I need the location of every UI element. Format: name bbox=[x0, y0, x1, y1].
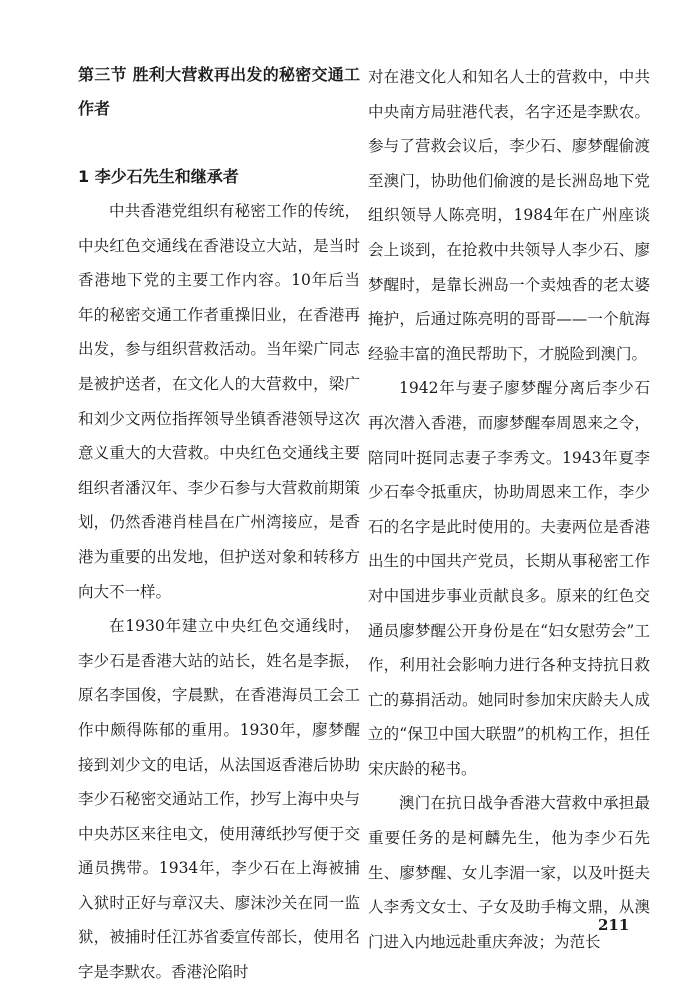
body-paragraph: 中共香港党组织有秘密工作的传统，中央红色交通线在香港设立大站，是当时香港地下党的主要工作内容。10年后当年的秘密交通工作者重操旧业，在香港再出发，参与组织营救活动。当年梁广同志是被护送者，在文化人的大营救中，梁广和刘少文两位指挥领导坐镇香港领导这次意义重大的大营救。中央红色交通线主要组织者潘汉年、李少石参与大营救前期策划，仍然香港肖桂昌在广州湾接应，是香港为重要的出发地，但护送对象和转移方向大不一样。 bbox=[78, 202, 360, 601]
body-paragraph: 澳门在抗日战争香港大营救中承担最重要任务的是柯麟先生，他为李少石先生、廖梦醒、女儿李湄一家，以及叶挺夫人李秀文女士、子女及助手梅文鼎，从澳门进入内地远赴重庆奔波；为范长 bbox=[368, 794, 650, 951]
body-paragraph-continued: 对在港文化人和知名人士的营救中，中共中央南方局驻港代表，名字还是李默农。参与了营救会议后，李少石、廖梦醒偷渡至澳门，协助他们偷渡的是长洲岛地下党组织领导人陈亮明，1984年在广州座谈会上谈到，在抢救中共领导人李少石、廖梦醒时，是靠长洲岛一个卖烛香的老太婆掩护，后通过陈亮明的哥哥——一个航海经验丰富的渔民帮助下，才脱险到澳门。 bbox=[368, 68, 650, 363]
body-paragraph: 在1930年建立中央红色交通线时，李少石是香港大站的站长，姓名是李振，原名李国俊，字晨默，在香港海员工会工作中颇得陈郁的重用。1930年，廖梦醒接到刘少文的电话，从法国返香港后协助李少石秘密交通站工作，抄写上海中央与中央苏区来往电文，使用薄纸抄写便于交通员携带。1934年，李少石在上海被捕入狱时正好与章汉夫、廖沫沙关在同一监狱，被捕时任江苏省委宣传部长，使用名字是李默农。香港沦陷时 bbox=[78, 617, 360, 982]
page-number: 211 bbox=[598, 916, 630, 934]
left-column bbox=[78, 58, 360, 990]
body-paragraph: 1942年与妻子廖梦醒分离后李少石再次潜入香港，而廖梦醒奉周恩来之令，陪同叶挺同志妻子李秀文。1943年夏李少石奉令抵重庆，协助周恩来工作，李少石的名字是此时使用的。夫妻两位是香港出生的中国共产党员，长期从事秘密工作对中国进步事业贡献良多。原来的红色交通员廖梦醒公开身份是在“妇女慰劳会”工作，利用社会影响力进行各种支持抗日救亡的募捐活动。她同时参加宋庆龄夫人成立的“保卫中国大联盟”的机构工作，担任宋庆龄的秘书。 bbox=[368, 379, 650, 778]
right-column bbox=[368, 60, 650, 959]
subsection-title: 1 李少石先生和继承者 bbox=[78, 167, 239, 186]
section-title: 第三节 胜利大营救再出发的秘密交通工作者 bbox=[78, 65, 360, 118]
